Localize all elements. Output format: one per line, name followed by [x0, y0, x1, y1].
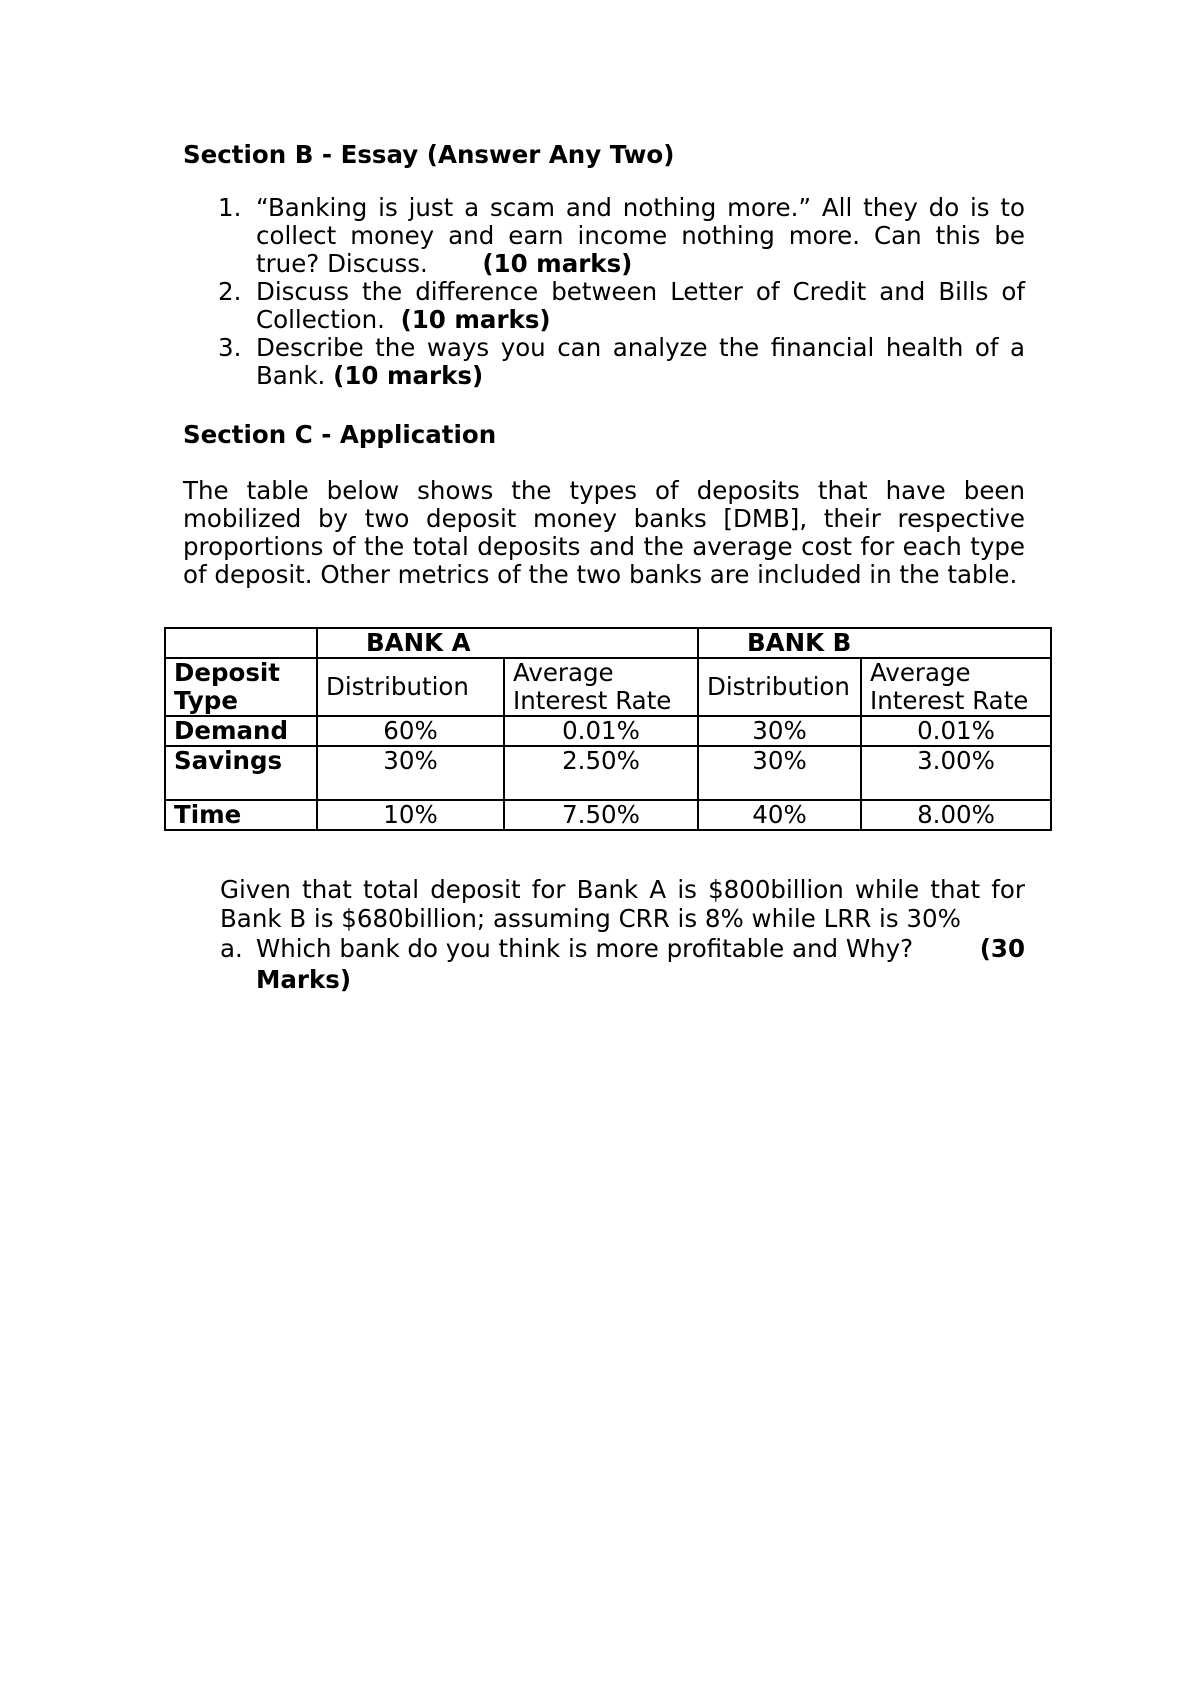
essay-question-2 — [183, 278, 1025, 334]
bank-b-distribution-cell: 30% — [698, 746, 861, 800]
bank-a-header: BANK A — [317, 628, 698, 658]
exam-page — [174, 140, 1029, 994]
question-text: Describe the ways you can analyze the financial health of a Bank. — [256, 333, 1025, 390]
application-question-block — [220, 875, 1025, 995]
question-number: 1. — [218, 193, 242, 222]
table-bank-header-row — [165, 628, 1051, 658]
question-text: “Banking is just a scam and nothing more.” All they do is to collect money and earn income nothing more. Can this be true? Discuss. — [256, 193, 1025, 278]
bank-a-rate-cell: 0.01% — [504, 716, 698, 746]
table-row — [165, 716, 1051, 746]
table-row — [165, 800, 1051, 830]
section-c-intro: The table below shows the types of deposits that have been mobilized by two deposit money banks [DMB], their respective proportions of the total deposits and the average cost for each type of deposit. Other metrics of the two banks are included in the table. — [183, 476, 1025, 589]
bank-a-rate-cell: 2.50% — [504, 746, 698, 800]
bank-a-distribution-cell: 30% — [317, 746, 504, 800]
question-text: Discuss the difference between Letter of Credit and Bills of Collection. — [256, 277, 1025, 334]
table-row — [165, 746, 1051, 800]
essay-question-1 — [183, 194, 1025, 278]
question-number: 3. — [218, 333, 242, 362]
bank-b-rate-cell: 8.00% — [861, 800, 1051, 830]
deposit-table — [164, 627, 1052, 831]
bank-a-rate-header: Average Interest Rate — [504, 658, 698, 716]
question-letter: a. — [220, 934, 243, 963]
bank-a-distribution-cell: 60% — [317, 716, 504, 746]
question-marks-start: (30 — [979, 934, 1025, 963]
question-marks: (10 marks) — [333, 361, 484, 390]
table-column-header-row — [165, 658, 1051, 716]
application-question-a — [220, 933, 1025, 995]
bank-a-rate-cell: 7.50% — [504, 800, 698, 830]
table-corner-cell — [165, 628, 317, 658]
bank-b-rate-header: Average Interest Rate — [861, 658, 1051, 716]
deposit-type-cell: Time — [165, 800, 317, 830]
deposit-type-cell: Savings — [165, 746, 317, 800]
bank-b-rate-cell: 3.00% — [861, 746, 1051, 800]
question-text: Which bank do you think is more profitable and Why? — [256, 934, 914, 963]
given-statement: Given that total deposit for Bank A is $800billion while that for Bank B is $680billion; assuming CRR is 8% while LRR is 30% — [220, 875, 1025, 933]
essay-question-3 — [183, 334, 1025, 390]
bank-b-distribution-cell: 30% — [698, 716, 861, 746]
essay-question-list — [183, 194, 1025, 390]
bank-b-header: BANK B — [698, 628, 1051, 658]
deposit-type-cell: Demand — [165, 716, 317, 746]
bank-b-distribution-cell: 40% — [698, 800, 861, 830]
question-marks: (10 marks) — [400, 305, 551, 334]
deposit-type-header: Deposit Type — [165, 658, 317, 716]
question-number: 2. — [218, 277, 242, 306]
bank-a-distribution-header: Distribution — [317, 658, 504, 716]
question-line — [256, 933, 1025, 964]
question-marks: (10 marks) — [482, 249, 633, 278]
bank-a-distribution-cell: 10% — [317, 800, 504, 830]
section-b-heading: Section B - Essay (Answer Any Two) — [183, 140, 675, 169]
bank-b-distribution-header: Distribution — [698, 658, 861, 716]
section-c-heading: Section C - Application — [183, 420, 497, 449]
bank-b-rate-cell: 0.01% — [861, 716, 1051, 746]
question-marks-end: Marks) — [256, 965, 352, 994]
